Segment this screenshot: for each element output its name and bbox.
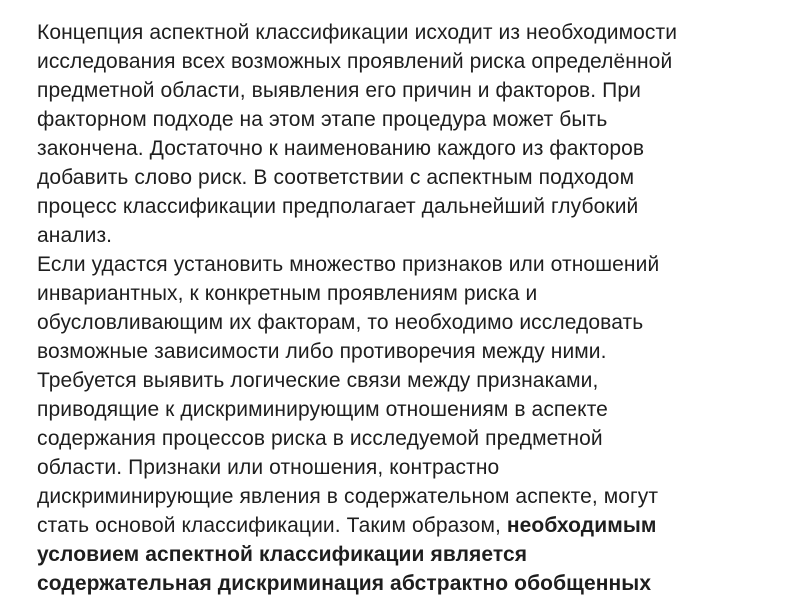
bold-text-segment: необходимым [506,514,657,537]
plain-text-segment: стать основой классификации. Таким образом, [37,514,507,537]
mixed-text-line [37,511,782,540]
body-text [37,18,782,598]
text-line: возможные зависимости либо противоречия между ними. [37,340,607,363]
text-line: содержания процессов риска в исследуемой предметной [37,427,603,450]
text-line: Требуется выявить логические связи между признаками, [37,369,599,392]
text-line: обусловливающим их факторам, то необходимо исследовать [37,311,644,334]
text-line: предметной области, выявления его причин и факторов. При [37,79,641,102]
text-line: закончена. Достаточно к наименованию каждого из факторов [37,137,645,160]
text-line: исследования всех возможных проявлений риска определённой [37,50,673,73]
bold-text-line: условием аспектной классификации является [37,543,528,566]
text-line: анализ. [37,224,113,247]
text-line: добавить слово риск. В соответствии с аспектным подходом [37,166,635,189]
text-line: инвариантных, к конкретным проявлениям риска и [37,282,538,305]
text-line: Концепция аспектной классификации исходит из необходимости [37,21,678,44]
text-line: дискриминирующие явления в содержательном аспекте, могут [37,485,659,508]
text-line: приводящие к дискриминирующим отношениям в аспекте [37,398,608,421]
text-line: области. Признаки или отношения, контрастно [37,456,500,479]
bold-text-line: содержательная дискриминация абстрактно обобщенных [37,572,652,595]
text-line: Если удастся установить множество признаков или отношений [37,253,660,276]
text-line: процесс классификации предполагает дальнейший глубокий [37,195,639,218]
text-line: факторном подходе на этом этапе процедура может быть [37,108,608,131]
